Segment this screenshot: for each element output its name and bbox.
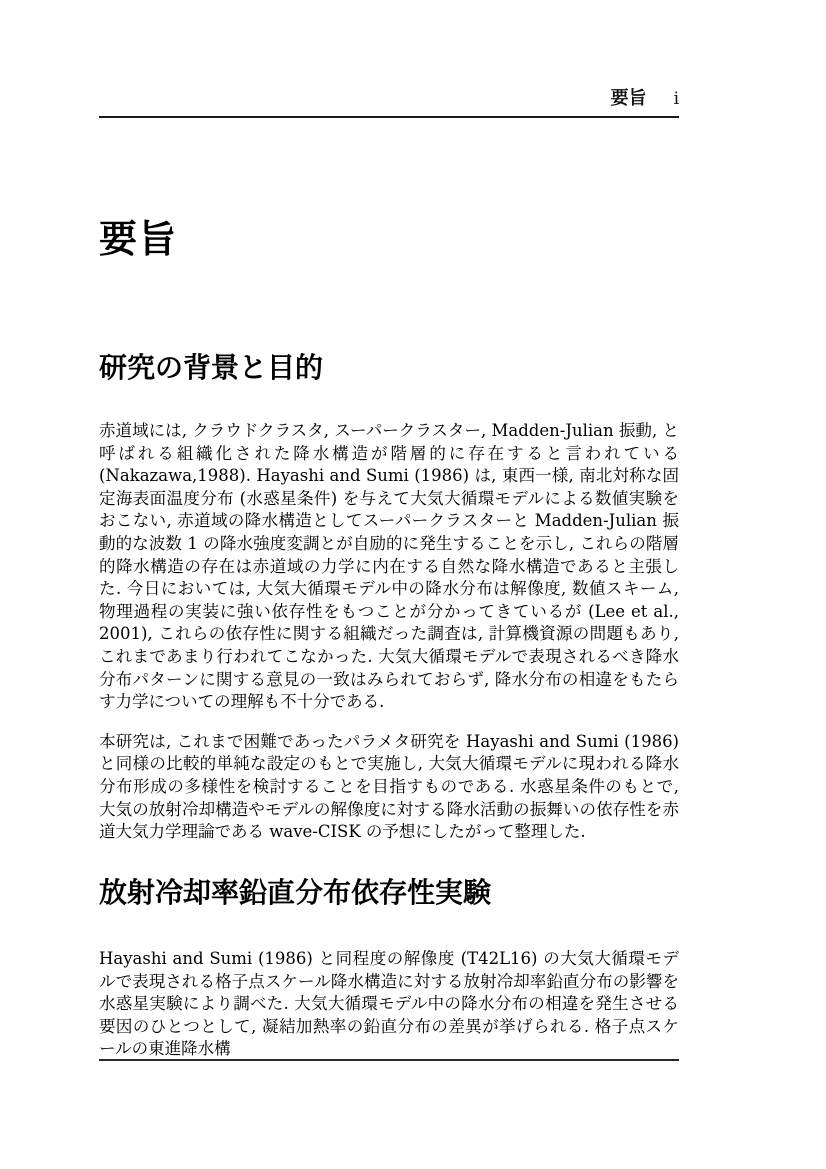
running-header bbox=[99, 88, 679, 110]
running-header-section: 要旨 bbox=[610, 88, 647, 109]
header-rule bbox=[99, 116, 679, 118]
paragraph-experiment: Hayashi and Sumi (1986) と同程度の解像度 (T42L16) の大気大循環モデルで表現される格子点スケール降水構造に対する放射冷却率鉛直分布の影響を水惑星実験により調べた. 大気大循環モデル中の降水分布の相違を発生させる要因のひとつとして, 凝結加熱率の鉛直分布の差異が挙げられる. 格子点スケールの東進降水構 bbox=[99, 949, 679, 1059]
footer-rule bbox=[99, 1059, 679, 1061]
running-header-page-number: i bbox=[673, 89, 679, 109]
section-heading-background-purpose: 研究の背景と目的 bbox=[99, 351, 324, 384]
section-body-radiative-cooling-experiment bbox=[99, 948, 679, 1061]
section-heading-radiative-cooling-experiment: 放射冷却率鉛直分布依存性実験 bbox=[99, 876, 492, 909]
chapter-title: 要旨 bbox=[99, 217, 178, 261]
paragraph-intro: 赤道域には, クラウドクラスタ, スーパークラスター, Madden-Julian 振動, と呼ばれる組織化された降水構造が階層的に存在すると言われている (Nakazawa,1988). Hayashi and Sumi (1986) は, 東西一様, 南北対称な固定海表面温度分布 (水惑星条件) を与えて大気大循環モデルによる数値実験をおこない, 赤道域の降水構造としてスーパークラスターと Madden-Julian 振動的な波数 1 の降水強度変調とが自励的に発生することを示し, これらの階層的降水構造の存在は赤道域の力学に内在する自然な降水構造であると主張した. 今日においては, 大気大循環モデル中の降水分布は解像度, 数値スキーム, 物理過程の実装に強い依存性をもつことが分かってきているが (Lee et al., 2001), これらの依存性に関する組織だった調査は, 計算機資源の問題もあり, これまであまり行われてこなかった. 大気大循環モデルで表現されるべき降水分布パターンに関する意見の一致はみられておらず, 降水分布の相違をもたらす力学についての理解も不十分である. bbox=[99, 421, 679, 712]
paragraph-study-aim: 本研究は, これまで困難であったパラメタ研究を Hayashi and Sumi (1986) と同様の比較的単純な設定のもとで実施し, 大気大循環モデルに現われる降水分布形成の多様性を検討することを目指すものである. 水惑星条件のもとで, 大気の放射冷却構造やモデルの解像度に対する降水活動の振舞いの依存性を赤道大気力学理論である wave-CISK の予想にしたがって整理した. bbox=[99, 731, 679, 842]
section-body-background-purpose bbox=[99, 420, 679, 844]
